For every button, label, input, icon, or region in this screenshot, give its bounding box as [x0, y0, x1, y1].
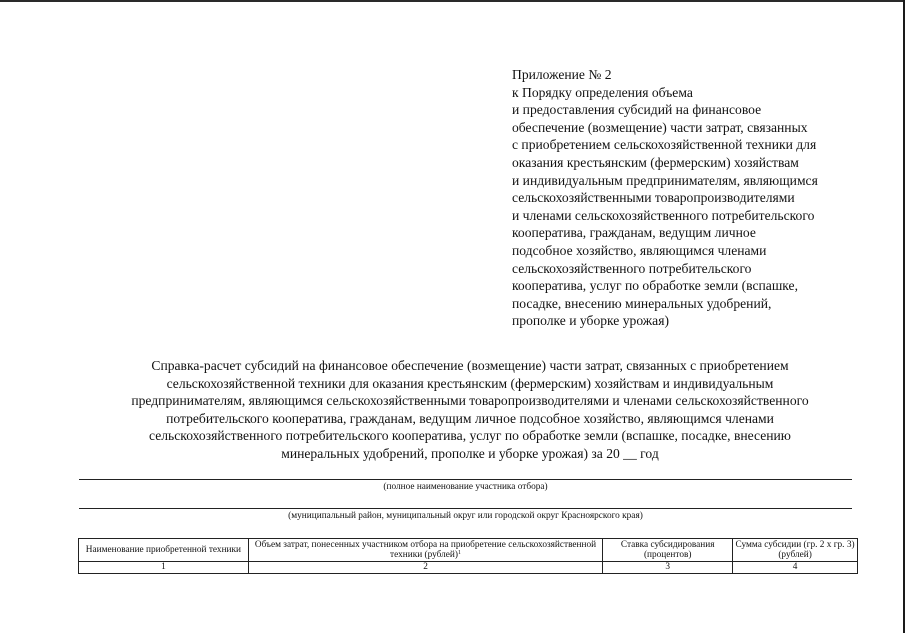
- title-line: потребительского кооператива, гражданам, ведущим личное подсобное хозяйство, являющимся членами: [166, 410, 774, 426]
- participant-name-line[interactable]: [79, 479, 852, 480]
- appendix-line: к Порядку определения объема: [512, 84, 693, 100]
- appendix-line: посадке, внесению минеральных удобрений,: [512, 295, 772, 311]
- column-number: 3: [603, 562, 733, 574]
- appendix-line: с приобретением сельскохозяйственной техники для: [512, 137, 817, 153]
- appendix-line: прополке и уборке урожая): [512, 313, 669, 329]
- title-line: минеральных удобрений, прополке и уборке урожая) за 20 __ год: [281, 445, 659, 461]
- appendix-line: и индивидуальным предпринимателям, являющимся: [512, 172, 818, 188]
- appendix-line: сельскохозяйственного потребительского: [512, 260, 752, 276]
- column-number: 2: [248, 562, 602, 574]
- footnote-mark: 1: [458, 550, 461, 556]
- subsidy-calculation-table: [78, 538, 858, 574]
- appendix-line: сельскохозяйственными товаропроизводителями: [512, 190, 795, 206]
- header-costs: [248, 539, 602, 562]
- title-line: сельскохозяйственной техники для оказания крестьянским (фермерским) хозяйствам и индивидуальным: [166, 375, 774, 391]
- appendix-line: обеспечение (возмещение) части затрат, связанных: [512, 119, 808, 135]
- appendix-line: кооператива, услуг по обработке земли (вспашке,: [512, 278, 798, 294]
- scan-edge-top: [0, 0, 905, 2]
- appendix-line: кооператива, гражданам, ведущим личное: [512, 225, 756, 241]
- district-name-line[interactable]: [79, 508, 852, 509]
- participant-name-caption: (полное наименование участника отбора): [383, 482, 548, 492]
- header-costs-label: Объем затрат, понесенных участником отбора на приобретение сельскохозяйственной техники (рублей): [254, 539, 597, 560]
- appendix-line: и членами сельскохозяйственного потребительского: [512, 207, 815, 223]
- appendix-line: подсобное хозяйство, являющимся членами: [512, 242, 767, 258]
- table-row: [79, 562, 858, 574]
- title-line: Справка-расчет субсидий на финансовое обеспечение (возмещение) части затрат, связанных с приобретением: [151, 358, 789, 373]
- title-line: предпринимателям, являющимся сельскохозяйственными товаропроизводителями и членами сельскохозяйственного: [131, 393, 809, 409]
- header-subsidy-rate: Ставка субсидирования (процентов): [603, 539, 733, 562]
- column-number: 1: [79, 562, 249, 574]
- column-number: 4: [733, 562, 858, 574]
- table-header-row: [79, 539, 858, 562]
- appendix-line: Приложение № 2: [512, 67, 612, 82]
- header-subsidy-amount: Сумма субсидии (гр. 2 х гр. 3) (рублей): [733, 539, 858, 562]
- header-equipment-name: Наименование приобретенной техники: [79, 539, 249, 562]
- appendix-header: [512, 66, 882, 330]
- district-name-caption: (муниципальный район, муниципальный округ или городской округ Красноярского края): [288, 511, 643, 521]
- title-line: сельскохозяйственного потребительского кооператива, услуг по обработке земли (вспашке, посадке, внесению: [149, 428, 791, 444]
- document-title: [80, 357, 860, 463]
- appendix-line: и предоставления субсидий на финансовое: [512, 102, 762, 118]
- appendix-line: оказания крестьянским (фермерским) хозяйствам: [512, 154, 799, 170]
